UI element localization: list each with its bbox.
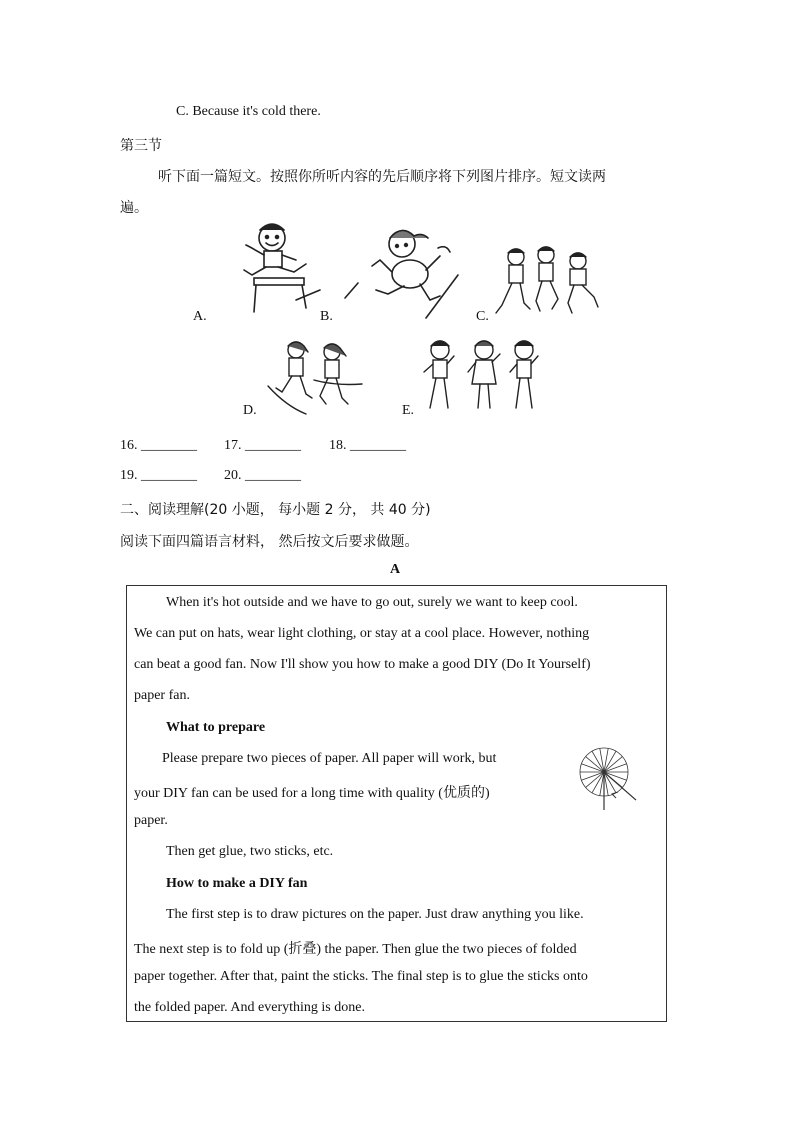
passage-line: Then get glue, two sticks, etc. <box>166 844 334 859</box>
boy-hurdling-picture <box>236 220 326 320</box>
section-title: 第三节 <box>120 138 162 154</box>
girls-running-picture <box>266 336 366 416</box>
girl-long-jump-picture <box>340 220 465 320</box>
passage-line: your DIY fan can be used for a long time with quality (优质的) <box>134 786 490 801</box>
passage-line: We can put on hats, wear light clothing, or stay at a cool place. However, nothing <box>134 626 590 641</box>
picture-a-label: A. <box>193 309 207 324</box>
paper-fan-picture <box>574 742 644 812</box>
picture-b-label: B. <box>320 309 333 324</box>
passage-line: The next step is to fold up (折叠) the paper. Then glue the two pieces of folded <box>134 942 577 957</box>
reading-instruction: 阅读下面四篇语言材料， 然后按文后要求做题。 <box>120 534 419 550</box>
answer-blank-16[interactable]: 16. ________ <box>120 438 197 453</box>
answer-blank-17[interactable]: 17. ________ <box>224 438 301 453</box>
subheading-what-to-prepare: What to prepare <box>166 720 266 735</box>
picture-c-label: C. <box>476 309 489 324</box>
passage-line: When it's hot outside and we have to go out, surely we want to keep cool. <box>166 595 578 610</box>
passage-line: paper fan. <box>134 688 190 703</box>
passage-line: The first step is to draw pictures on the paper. Just draw anything you like. <box>166 907 584 922</box>
kids-exercising-picture <box>420 336 555 416</box>
instruction-line-2: 遍。 <box>120 200 148 216</box>
passage-label: A <box>390 562 401 577</box>
passage-line: paper. <box>134 813 168 828</box>
instruction-line-1: 听下面一篇短文。按照你所听内容的先后顺序将下列图片排序。短文读两 <box>158 169 606 185</box>
answer-blank-18[interactable]: 18. ________ <box>329 438 406 453</box>
picture-d-label: D. <box>243 403 257 418</box>
passage-line: Please prepare two pieces of paper. All paper will work, but <box>162 751 497 766</box>
answer-blank-19[interactable]: 19. ________ <box>120 468 197 483</box>
reading-part-title: 二、阅读理解(20 小题， 每小题 2 分， 共 40 分) <box>120 502 431 518</box>
subheading-how-to-make: How to make a DIY fan <box>166 876 308 891</box>
passage-line: the folded paper. And everything is done. <box>134 1000 365 1015</box>
previous-option-c: C. Because it's cold there. <box>176 104 321 119</box>
picture-e-label: E. <box>402 403 415 418</box>
answer-blank-20[interactable]: 20. ________ <box>224 468 301 483</box>
passage-line: paper together. After that, paint the sticks. The final step is to glue the sticks onto <box>134 969 588 984</box>
boys-running-race-picture <box>494 243 604 323</box>
passage-line: can beat a good fan. Now I'll show you how to make a good DIY (Do It Yourself) <box>134 657 591 672</box>
